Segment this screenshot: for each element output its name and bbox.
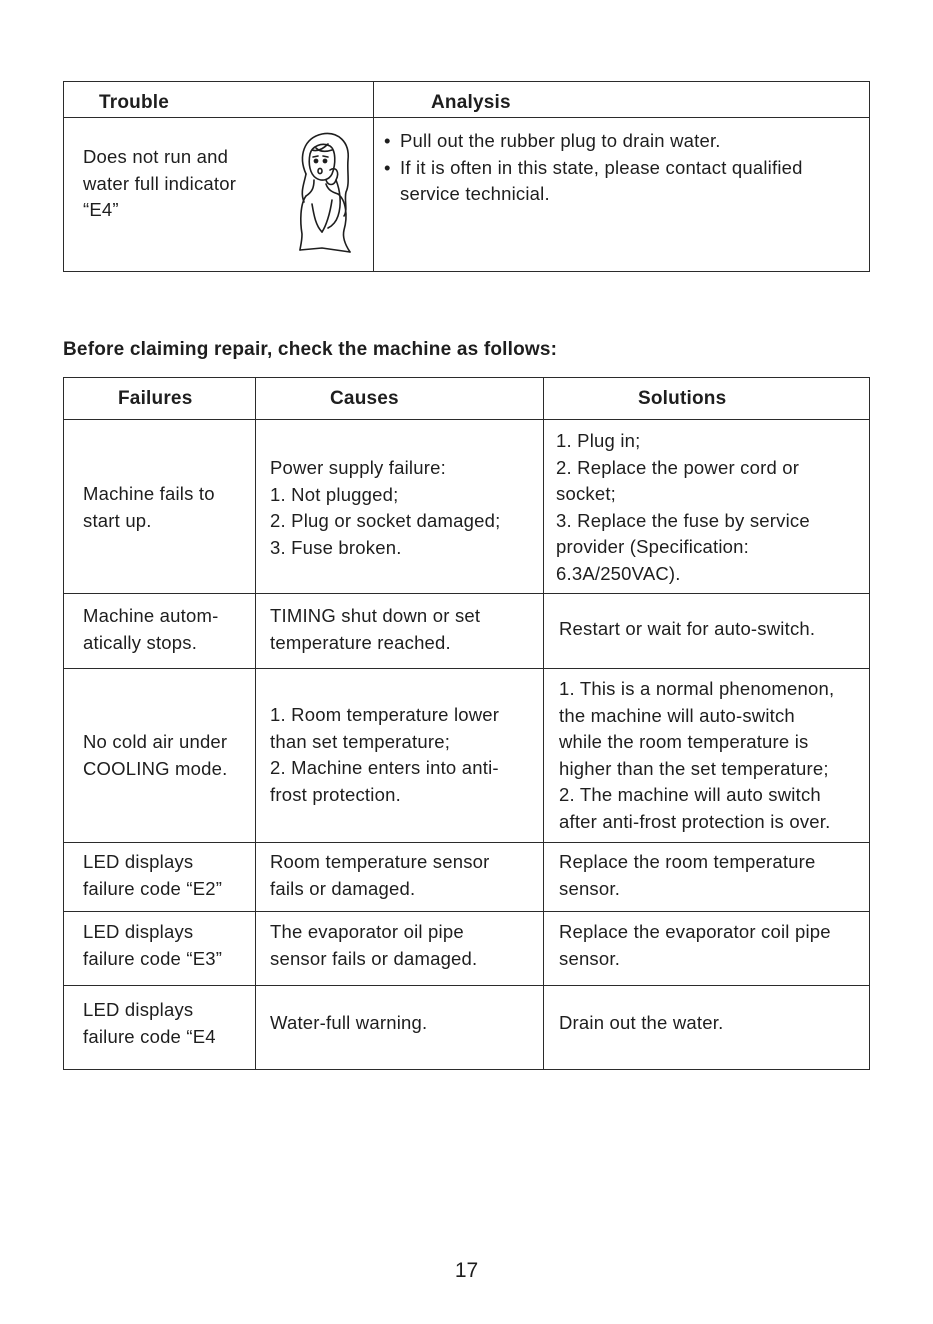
failure-table-row-divider [63,985,870,986]
trouble-description: Does not run and water full indicator “E4” [83,146,237,221]
trouble-table-header-divider [63,117,870,118]
causes-header: Causes [330,388,399,409]
solution-cell: 1. Plug in; 2. Replace the power cord or socket; 3. Replace the fuse by service provider (Specification: 6.3A/250VAC). [556,430,810,584]
failure-table-column-divider [543,377,544,1070]
trouble-header: Trouble [99,92,170,113]
failure-cell: Machine fails to start up. [83,483,215,531]
failure-cell: No cold air under COOLING mode. [83,731,228,779]
cause-cell: Water-full warning. [270,1012,428,1033]
failure-table-row-divider [63,668,870,669]
solution-cell: Restart or wait for auto-switch. [559,618,816,639]
solution-cell: Replace the room temperature sensor. [559,851,816,899]
failure-cell: Machine autom- atically stops. [83,605,219,653]
cause-cell: TIMING shut down or set temperature reached. [270,605,481,653]
cause-cell: Power supply failure: 1. Not plugged; 2. Plug or socket damaged; 3. Fuse broken. [270,457,501,558]
failure-cell: LED displays failure code “E3” [83,921,223,969]
cause-cell: 1. Room temperature lower than set temperature; 2. Machine enters into anti- frost protection. [270,704,500,805]
trouble-table-column-divider [373,81,374,272]
section-title: Before claiming repair, check the machine as follows: [63,339,558,360]
cause-cell: Room temperature sensor fails or damaged. [270,851,490,899]
analysis-item: • If it is often in this state, please contact qualified service technicial. [384,155,859,208]
failure-table-column-divider [255,377,256,1070]
failure-table-row-divider [63,419,870,420]
worried-woman-icon [292,130,356,254]
page-number: 17 [454,1259,479,1282]
solution-cell: Drain out the water. [559,1012,724,1033]
failure-table-row-divider [63,593,870,594]
failure-cell: LED displays failure code “E4 [83,999,216,1047]
solutions-header: Solutions [638,388,727,409]
solution-cell: Replace the evaporator coil pipe sensor. [559,921,831,969]
analysis-header: Analysis [431,92,511,113]
analysis-list [384,128,859,208]
failure-cell: LED displays failure code “E2” [83,851,223,899]
cause-cell: The evaporator oil pipe sensor fails or damaged. [270,921,478,969]
failure-table-row-divider [63,911,870,912]
solution-cell: 1. This is a normal phenomenon, the machine will auto-switch while the room temperature is higher than the set temperature; 2. The machine will auto switch after anti-frost protection is over. [559,678,835,832]
analysis-item: • Pull out the rubber plug to drain water. [384,128,859,155]
failures-header: Failures [118,388,193,409]
failure-table-row-divider [63,842,870,843]
